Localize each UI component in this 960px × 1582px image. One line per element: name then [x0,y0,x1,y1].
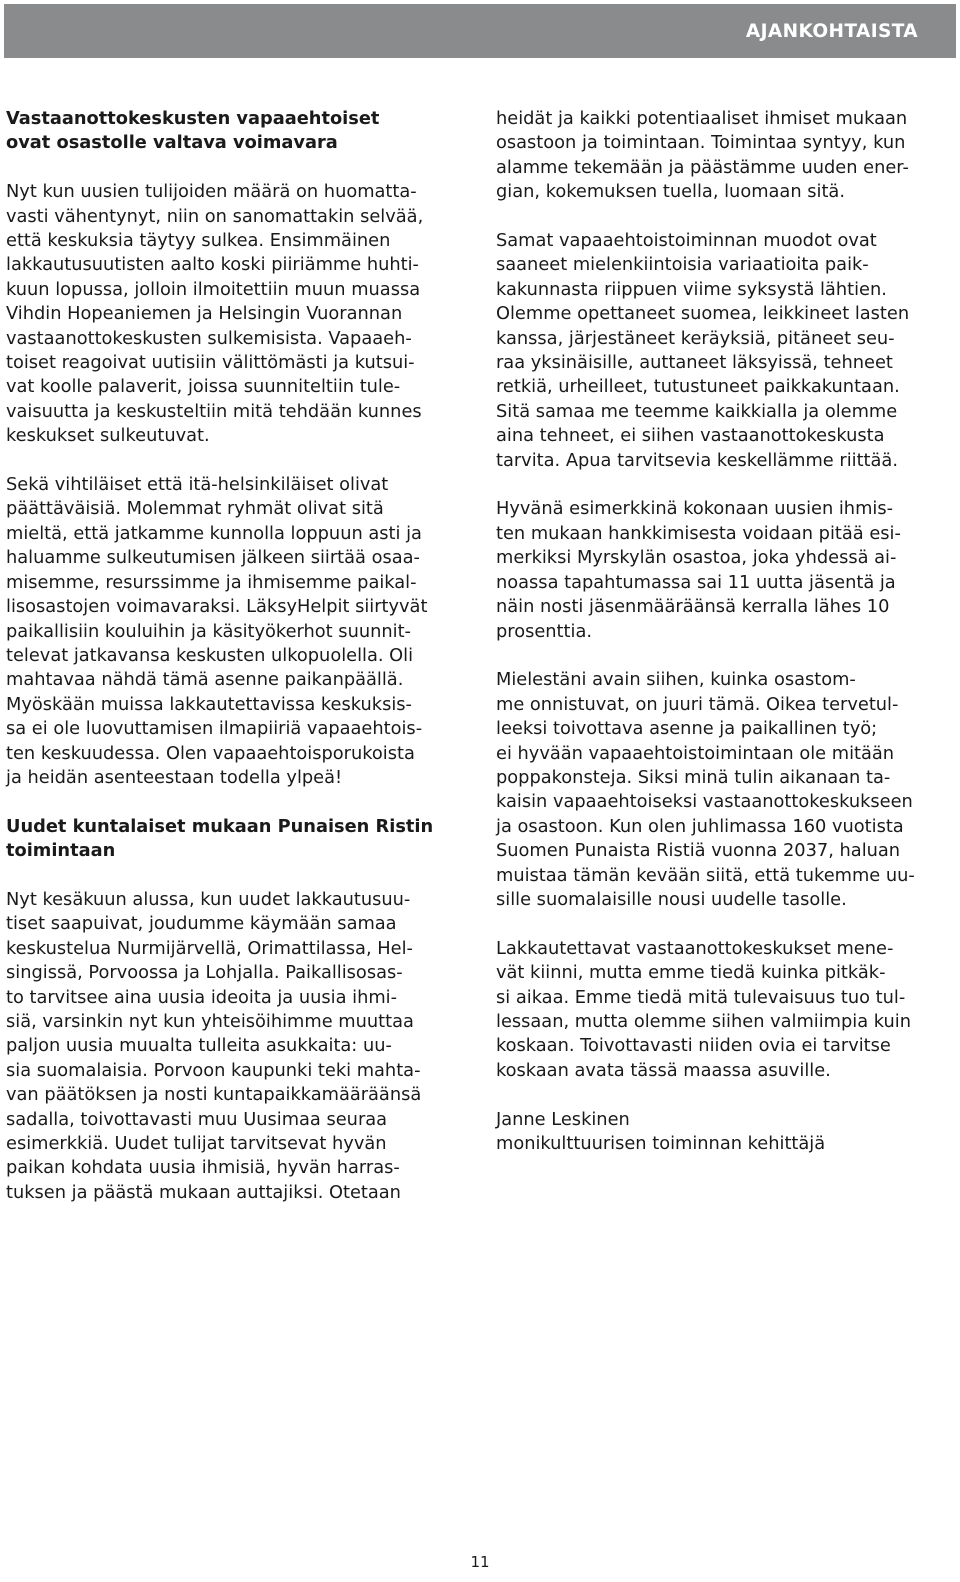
right-column [496,107,956,1156]
left-column [6,107,468,1230]
article-heading-new-residents: Uudet kuntalaiset mukaan Punaisen Ristin toimintaan [6,815,434,862]
body-paragraph: Lakkautettavat vastaanottokeskukset mene- vät kiinni, mutta emme tiedä kuinka pitkäk- si aikaa. Emme tiedä mitä tulevaisuus tuo tul- lessaan, mutta olemme siihen valmiimpia kuin koskaan. Toivottavasti niiden ovia ei tarvitse koskaan avata tässä maassa asuville. [496,937,912,1081]
body-paragraph: Hyvänä esimerkkinä kokonaan uusien ihmis- ten mukaan hankkimisesta voidaan pitää esi- merkiksi Myrskylän osastoa, joka yhdessä ai- noassa tapahtumassa sai 11 uutta jäsentä ja näin nosti jäsenmääräänsä kerralla lähes 10 prosenttia. [496,498,901,642]
body-paragraph: Nyt kesäkuun alussa, kun uudet lakkautusuu- tiset saapuivat, joudumme käymään samaa keskustelua Nurmijärvellä, Orimattilassa, Hel- singissä, Porvoossa ja Lohjalla. Paikallisosas- to tarvitsee aina uusia ideoita ja uusia ihmi- siä, varsinkin nyt kun yhteisöihimme muuttaa paljon uusia muualta tulleita asukkaita: uu- sia suomalaisia. Porvoon kaupunki teki mahta- van päätöksen ja nosti kuntapaikkamääräänsä sadalla, toivottavasti muu Uusimaa seuraa esimerkkiä. Uudet tulijat tarvitsevat hyvän paikan kohdata uusia ihmisiä, hyvän harras- tuksen ja päästä mukaan auttajiksi. Otetaan [6,888,422,1203]
page-number: 11 [470,1553,490,1571]
body-paragraph: Nyt kun uusien tulijoiden määrä on huomatta- vasti vähentynyt, niin on sanomattakin selvää, että keskuksia täytyy sulkea. Ensimmäinen lakkautusuutisten aalto koski piiriämme huhti- kuun lopussa, jolloin ilmoitettiin muun muassa Vihdin Hopeaniemen ja Helsingin Vuorannan vastaanottokeskusten sulkemisista. Vapaaeh- toiset reagoivat uutisiin välittömästi ja kutsui- vat koolle palaverit, joissa suunniteltiin tule- vaisuutta ja keskusteltiin mitä tehdään kunnes keskukset sulkeutuvat. [6,181,424,447]
article-heading-volunteers: Vastaanottokeskusten vapaaehtoiset ovat osastolle valtava voimavara [6,108,380,154]
author-name: Janne Leskinen [496,1108,630,1130]
body-paragraph: Sekä vihtiläiset että itä-helsinkiläiset olivat päättäväisiä. Molemmat ryhmät olivat sitä mieltä, että jatkamme kunnolla loppuun asti ja haluamme sulkeutumisen jälkeen siirtää osaa- misemme, resurssimme ja ihmisemme paikal- lisosastojen voimavaraksi. LäksyHelpit siirtyvät paikallisiin kouluihin ja käsityökerhot suunnit- televat jatkavansa keskusten ulkopuolella. Oli mahtavaa nähdä tämä asenne paikanpäällä. Myöskään muissa lakkautettavissa keskuksis- sa ei ole luovuttamisen ilmapiiriä vapaaehtois- ten keskuudessa. Olen vapaaehtoisporukoista ja heidän asenteestaan todella ylpeä! [6,474,428,788]
body-paragraph: Samat vapaaehtoistoiminnan muodot ovat saaneet mielenkiintoisia variaatioita paik- kakunnasta riippuen viime syksystä lähtien. Olemme opettaneet suomea, leikkineet lasten kanssa, järjestäneet keräyksiä, pitäneet seu- raa yksinäisille, auttaneet läksyissä, tehneet retkiä, urheilleet, tutustuneet paikkakuntaan. Sitä samaa me teemme kaikkialla ja olemme aina tehneet, ei siihen vastaanottokeskusta tarvita. Apua tarvitsevia keskellämme riittää. [496,230,910,471]
body-paragraph: Mielestäni avain siihen, kuinka osastom- me onnistuvat, on juuri tämä. Oikea tervetul- leeksi toivottava asenne ja paikallinen työ; ei hyvään vapaaehtoistoimintaan ole mitään poppakonsteja. Siksi minä tulin aikanaan ta- kaisin vapaaehtoiseksi vastaanottokeskukseen ja osastoon. Kun olen juhlimassa 160 vuotista Suomen Punaista Ristiä vuonna 2037, haluan muistaa tämän kevään siitä, että tukemme uu- sille suomalaisille nousi uudelle tasolle. [496,669,915,910]
body-paragraph: heidät ja kaikki potentiaaliset ihmiset mukaan osastoon ja toimintaan. Toimintaa syntyy, kun alamme tekemään ja päästämme uuden ener- gian, kokemuksen tuella, luomaan sitä. [496,108,909,203]
author-signature [496,1108,956,1157]
author-title: monikulttuurisen toiminnan kehittäjä [496,1132,826,1154]
section-header-bar [4,4,956,58]
section-label: AJANKOHTAISTA [745,21,918,42]
